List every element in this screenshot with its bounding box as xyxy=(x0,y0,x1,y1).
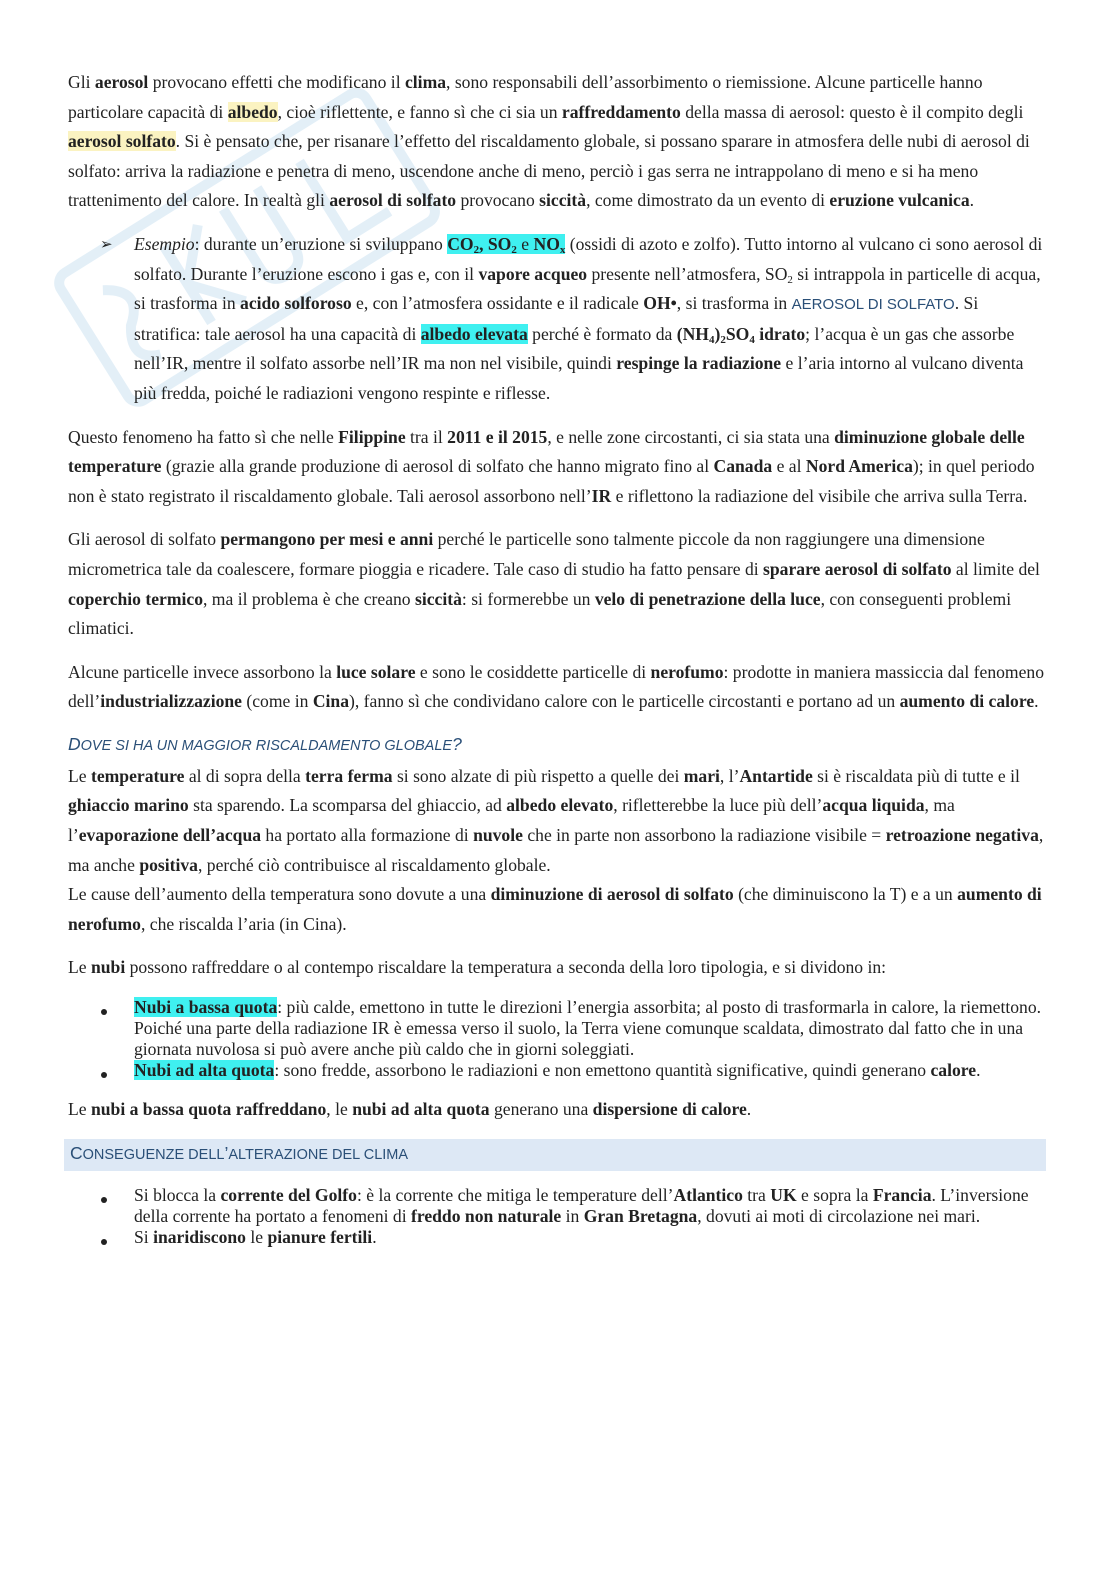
paragraph-nubi-summary: Le nubi a bassa quota raffreddano, le nubi ad alta quota generano una dispersione di calore. xyxy=(68,1099,752,1120)
round-bullet-icon xyxy=(101,1197,107,1203)
clouds-list xyxy=(68,997,1046,1081)
round-bullet-icon xyxy=(101,1009,107,1015)
arrowhead-bullet-icon: ➢ xyxy=(100,234,113,253)
example-item xyxy=(68,230,1046,409)
paragraph-temperature: Le temperature al di sopra della terra ferma si sono alzate di più rispetto a quelle dei mari, l’Antartide si è riscaldata più di tutte e il ghiaccio marino sta sparendo. La scomparsa del ghiaccio, ad albedo elevato, rifletterebbe la luce più dell’acqua liquida, ma l’evaporazione dell’acqua ha portato alla formazione di nuvole che in parte non assorbono la radiazione visibile = retroazione negativa, ma anche positiva, perché ciò contribuisce al riscaldamento globale. Le cause dell’aumento della temperatura sono dovute a una diminuzione di aerosol di solfato (che diminuiscono la T) e a un aumento di nerofumo, che riscalda l’aria (in Cina). xyxy=(68,765,1044,934)
paragraph-filippine: Questo fenomeno ha fatto sì che nelle Filippine tra il 2011 e il 2015, e nelle zone circostanti, ci sia stata una diminuzione globale delle temperature (grazie alla grande produzione di aerosol di solfato che hanno migrato fino al Canada e al Nord America); in quel periodo non è stato registrato il riscaldamento globale. Tali aerosol assorbono nell’IR e riflettono la radiazione del visibile che arriva sulla Terra. xyxy=(68,426,1035,506)
round-bullet-icon xyxy=(101,1072,107,1078)
paragraph-nerofumo: Alcune particelle invece assorbono la luce solare e sono le cosiddette particelle di nerofumo: prodotte in maniera massiccia dal fenomeno dell’industrializzazione (come in Cina), fanno sì che condividano calore con le particelle circostanti e portano ad un aumento di calore. xyxy=(68,661,1045,712)
example-list xyxy=(68,230,1046,409)
round-bullet-icon xyxy=(101,1239,107,1245)
list-item: Nubi a bassa quota: più calde, emettono in tutte le direzioni l’energia assorbita; al posto di trasformarla in calore, la riemettono. Poiché una parte della radiazione IR è emessa verso il suolo, la Terra viene comunque scaldata, dimostrato dal fatto che in una giornata nuvolosa si può avere anche più caldo che in giorni soleggiati. xyxy=(68,997,1046,1060)
paragraph-permanenza: Gli aerosol di solfato permangono per mesi e anni perché le particelle sono talmente piccole da non raggiungere una dimensione micrometrica tale da coalescere, formare pioggia e ricadere. Tale caso di studio ha fatto pensare di sparare aerosol di solfato al limite del coperchio termico, ma il problema è che creano siccità: si formerebbe un velo di penetrazione della luce, con conseguenti problemi climatici. xyxy=(68,529,1040,639)
list-item: Si inaridiscono le pianure fertili. xyxy=(68,1227,1046,1248)
paragraph-aerosol-intro: Gli aerosol provocano effetti che modificano il clima, sono responsabili dell’assorbimento o riemissione. Alcune particelle hanno particolare capacità di albedo, cioè riflettente, e fanno sì che ci sia un raffreddamento della massa di aerosol: questo è il compito degli aerosol solfato. Si è pensato che, per risanare l’effetto del riscaldamento globale, si possano sparare in atmosfera delle nubi di aerosol di solfato: arriva la radiazione e penetra di meno, uscendone anche di meno, perciò i gas serra ne intrappolano di meno e si ha meno trattenimento del calore. In realtà gli aerosol di solfato provocano siccità, come dimostrato da un evento di eruzione vulcanica. xyxy=(68,72,1030,211)
section-heading-riscaldamento: DOVE SI HA UN MAGGIOR RISCALDAMENTO GLOBALE? xyxy=(68,733,462,754)
example-text: Esempio: durante un’eruzione si sviluppano $CO_2$, $SO_2$ e $NO_x$ (ossidi di azoto e zolfo). Tutto intorno al vulcano ci sono aerosol di solfato. Durante l’eruzione escono i gas e, con il vapore acqueo presente nell’atmosfera, $SO_2$ si intrappola in particelle di acqua, si trasforma in acido solforoso e, con l’atmosfera ossidante e il radicale OH•, si trasforma in AEROSOL DI SOLFATO. Si stratifica: tale aerosol ha una capacità di albedo elevata perché è formato da $(NH_4)_2SO_4$ idrato; l’acqua è un gas che assorbe nell’IR, mentre il solfato assorbe nell’IR ma non nel visibile, quindi respinge la radiazione e l’aria intorno al vulcano diventa più fredda, poiché le radiazioni vengono respinte e riflesse. xyxy=(134,233,1043,403)
list-item: Nubi ad alta quota: sono fredde, assorbono le radiazioni e non emettono quantità significative, quindi generano calore. xyxy=(68,1060,1046,1081)
consequences-list xyxy=(68,1185,1046,1248)
section-heading-conseguenze: CONSEGUENZE DELL’ALTERAZIONE DEL CLIMA xyxy=(64,1139,1046,1171)
document-page xyxy=(68,68,1046,1262)
paragraph-nubi-intro: Le nubi possono raffreddare o al contempo riscaldare la temperatura a seconda della loro tipologia, e si dividono in: xyxy=(68,957,887,978)
list-item: Si blocca la corrente del Golfo: è la corrente che mitiga le temperature dell’Atlantico tra UK e sopra la Francia. L’inversione della corrente ha portato a fenomeni di freddo non naturale in Gran Bretagna, dovuti ai moti di circolazione nei mari. xyxy=(68,1185,1046,1227)
